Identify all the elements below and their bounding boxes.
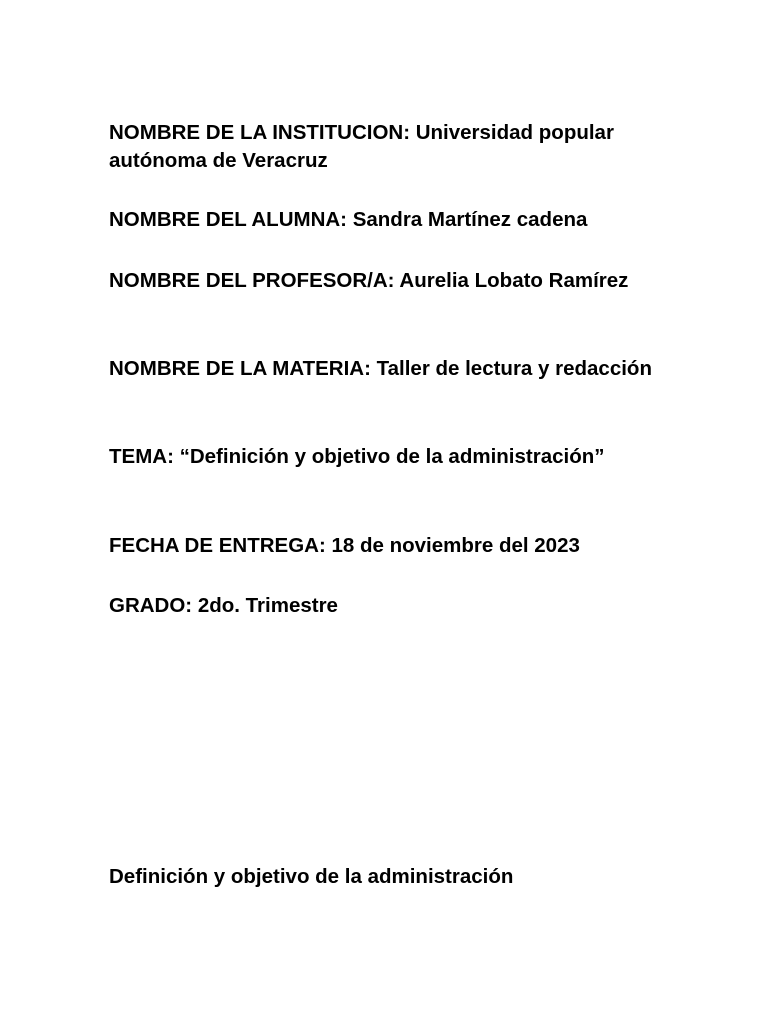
institution-line: NOMBRE DE LA INSTITUCION: Universidad popular autónoma de Veracruz	[109, 121, 614, 172]
section-heading: Definición y objetivo de la administración	[109, 865, 514, 888]
student-name-line: NOMBRE DEL ALUMNA: Sandra Martínez cadena	[109, 208, 588, 231]
grade-line: GRADO: 2do. Trimestre	[109, 594, 338, 617]
due-date-line: FECHA DE ENTREGA: 18 de noviembre del 2023	[109, 534, 580, 557]
subject-line: NOMBRE DE LA MATERIA: Taller de lectura y redacción	[109, 357, 652, 380]
topic-line: TEMA: “Definición y objetivo de la administración”	[109, 445, 605, 468]
teacher-name-line: NOMBRE DEL PROFESOR/A: Aurelia Lobato Ramírez	[109, 269, 629, 292]
